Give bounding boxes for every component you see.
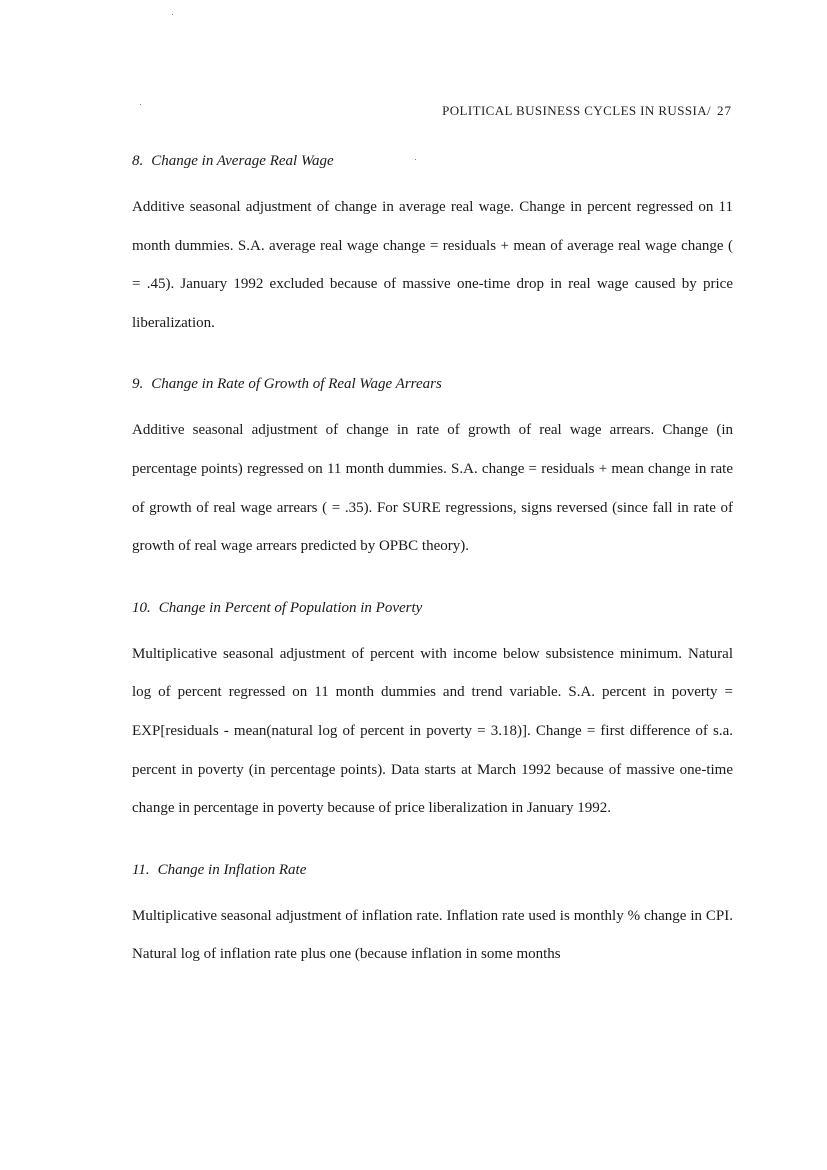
section-paragraph: Additive seasonal adjustment of change in average real wage. Change in percent regressed on 11 month dummies. S.A. average real wage change = residuals + mean of average real wage change ( = .45). January 1992 excluded because of massive one-time drop in real wage caused by price liberalization.: [132, 199, 733, 331]
section-number: 9.: [132, 376, 144, 393]
section-heading: [132, 150, 733, 172]
section-heading: [132, 373, 733, 395]
section-paragraph: Multiplicative seasonal adjustment of inflation rate. Inflation rate used is monthly % change in CPI. Natural log of inflation rate plus one (because inflation in some months: [132, 907, 733, 963]
section-number: 8.: [132, 153, 144, 169]
section-paragraph: Multiplicative seasonal adjustment of percent with income below subsistence minimum. Natural log of percent regressed on 11 month dummies and trend variable. S.A. percent in poverty = EXP[residuals - mean(natural log of percent in poverty = 3.18)]. Change = first difference of s.a. percent in poverty (in percentage points). Data starts at March 1992 because of massive one-time change in percentage in poverty because of price liberalization in January 1992.: [132, 645, 733, 817]
section-title: Change in Inflation Rate: [157, 861, 307, 878]
section-number: 11.: [132, 861, 150, 878]
section-heading: [132, 597, 733, 619]
scan-speck: [140, 104, 141, 105]
section-title: Change in Percent of Population in Poverty: [158, 599, 423, 616]
running-header: [442, 103, 732, 119]
section-paragraph: Additive seasonal adjustment of change in rate of growth of real wage arrears. Change (in percentage points) regressed on 11 month dummies. S.A. change = residuals + mean change in rate of growth of real wage arrears ( = .35). For SURE regressions, signs reversed (since fall in rate of growth of real wage arrears predicted by OPBC theory).: [132, 422, 733, 555]
page-number: 27: [717, 103, 732, 118]
section-10: [132, 597, 733, 828]
section-9: [132, 373, 733, 565]
section-8: [132, 150, 733, 342]
section-title: Change in Average Real Wage: [151, 153, 334, 169]
section-title: Change in Rate of Growth of Real Wage Arrears: [151, 376, 442, 393]
section-heading: [132, 859, 733, 881]
page-body: [132, 150, 733, 1005]
section-number: 10.: [132, 599, 151, 616]
running-title: POLITICAL BUSINESS CYCLES IN RUSSIA/: [442, 103, 711, 118]
section-11: [132, 859, 733, 974]
scan-speck: [172, 14, 173, 15]
